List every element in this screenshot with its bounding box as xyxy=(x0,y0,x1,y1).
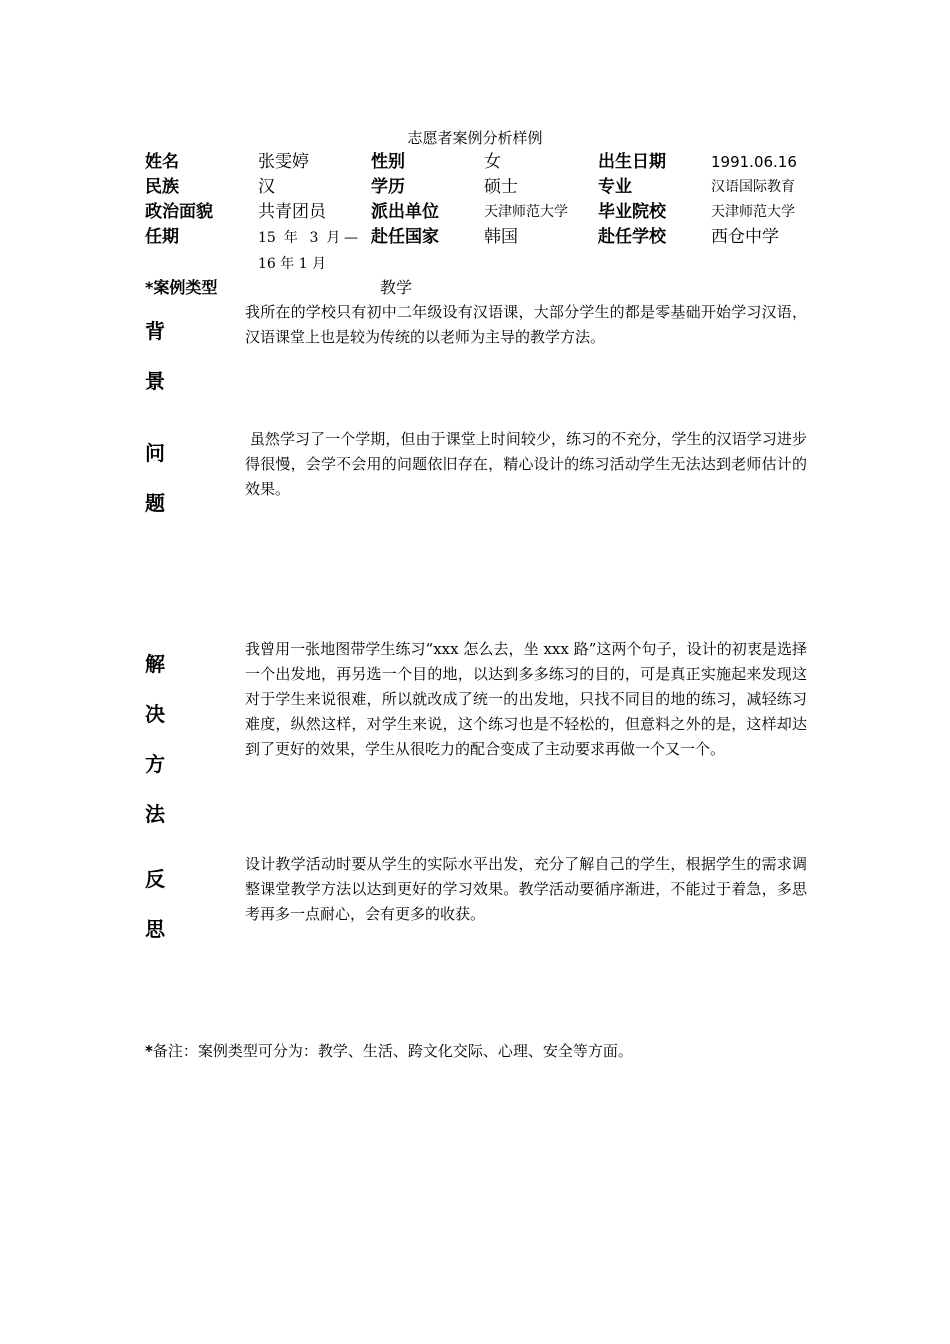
case-type-value: 教学 xyxy=(380,278,413,297)
dispatch-value: 天津师范大学 xyxy=(484,204,568,220)
major-value: 汉语国际教育 xyxy=(711,179,795,195)
problem-text: 虽然学习了一个学期，但由于课堂上时间较少，练习的不充分，学生的汉语学习进步得很慢，会学不会用的问题依旧存在，精心设计的练习活动学生无法达到老师估计的效果。 xyxy=(245,430,807,498)
problem-heading-char-2: 题 xyxy=(145,491,165,515)
background-text: 我所在的学校只有初中二年级设有汉语课，大部分学生的都是零基础开始学习汉语，汉语课堂上也是较为传统的以老师为主导的教学方法。 xyxy=(245,303,807,346)
info-row-1 xyxy=(145,150,815,175)
footnote xyxy=(145,1040,633,1061)
dispatch-label: 派出单位 xyxy=(371,202,439,222)
country-value: 韩国 xyxy=(484,227,518,247)
major-label: 专业 xyxy=(598,177,632,197)
page-title: 志愿者案例分析样例 xyxy=(407,129,543,147)
political-value: 共青团员 xyxy=(258,202,326,222)
background-heading-char-2: 景 xyxy=(145,369,165,393)
education-label: 学历 xyxy=(371,177,405,197)
info-row-2 xyxy=(145,175,815,200)
info-row-4 xyxy=(145,225,815,250)
solution-text: 我曾用一张地图带学生练习“xxx 怎么去，坐 xxx 路”这两个句子，设计的初衷是选择一个出发地，再另选一个目的地，以达到多多练习的目的，可是真正实施起来发现这对于学生来说很难，所以就改成了统一的出发地，只找不同目的地的练习，减轻练习难度，纵然这样，对学生来说，这个练习也是不轻松的，但意料之外的是，这样却达到了更好的效果，学生从很吃力的配合变成了主动要求再做一个又一个。 xyxy=(245,640,807,758)
ethnicity-value: 汉 xyxy=(258,177,275,197)
solution-heading-char-3: 方 xyxy=(145,752,165,776)
info-row-3 xyxy=(145,200,815,225)
reflection-heading xyxy=(143,866,167,966)
reflection-text: 设计教学活动时要从学生的实际水平出发，充分了解自己的学生，根据学生的需求调整课堂教学方法以达到更好的学习效果。教学活动要循序渐进，不能过于着急，多思考再多一点耐心，会有更多的收获。 xyxy=(245,855,807,923)
gender-value: 女 xyxy=(484,152,501,172)
reflection-heading-char-2: 思 xyxy=(145,917,165,941)
school-label: 毕业院校 xyxy=(598,202,666,222)
political-label: 政治面貌 xyxy=(145,202,213,222)
problem-heading xyxy=(143,440,167,540)
gender-label: 性别 xyxy=(371,152,405,172)
problem-heading-char-1: 问 xyxy=(145,441,165,465)
country-label: 赴任国家 xyxy=(371,227,439,247)
school-value: 天津师范大学 xyxy=(711,204,795,220)
ethnicity-label: 民族 xyxy=(145,177,179,197)
birth-label: 出生日期 xyxy=(598,152,666,172)
footnote-star: * xyxy=(145,1042,153,1060)
term-label: 任期 xyxy=(145,227,179,247)
term-line-2: 16 年 1 月 xyxy=(258,256,327,272)
name-label: 姓名 xyxy=(145,152,179,172)
solution-heading-char-4: 法 xyxy=(145,802,165,826)
info-table xyxy=(145,150,815,250)
solution-heading-char-1: 解 xyxy=(145,652,165,676)
background-heading-char-1: 背 xyxy=(145,319,165,343)
term-value xyxy=(258,225,358,277)
term-line-1: 15 年 3 月— xyxy=(258,230,358,246)
solution-heading xyxy=(143,651,167,851)
host-school-label: 赴任学校 xyxy=(598,227,666,247)
case-type-label: *案例类型 xyxy=(145,278,218,297)
host-school-value: 西仓中学 xyxy=(711,227,779,247)
background-heading xyxy=(143,318,167,418)
solution-heading-char-2: 决 xyxy=(145,702,165,726)
reflection-heading-char-1: 反 xyxy=(145,867,165,891)
name-value: 张雯婷 xyxy=(258,152,309,172)
education-value: 硕士 xyxy=(484,177,518,197)
birth-value: 1991.06.16 xyxy=(711,153,797,171)
footnote-text: 备注：案例类型可分为：教学、生活、跨文化交际、心理、安全等方面。 xyxy=(152,1042,633,1060)
